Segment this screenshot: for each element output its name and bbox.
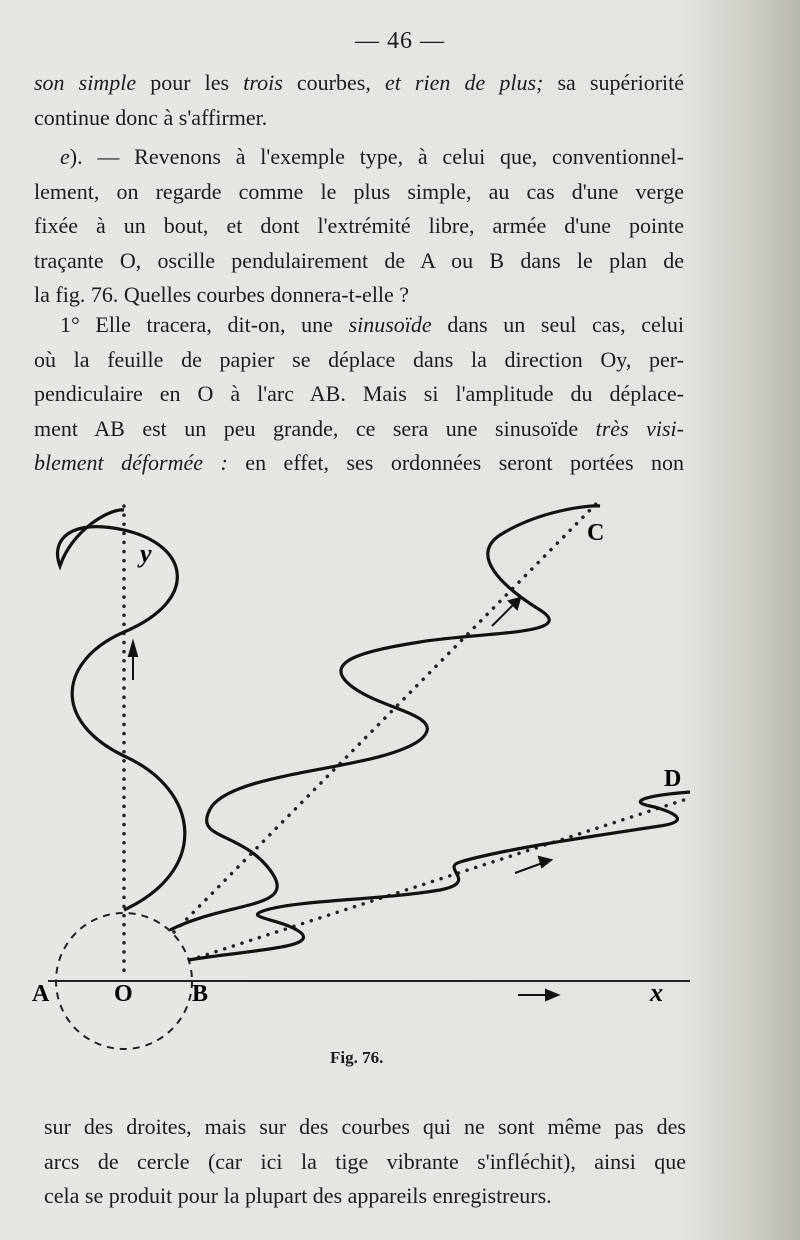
page-number: — 46 — <box>355 28 445 54</box>
text-segment: arcs de cercle (car ici la tige vibrante s'infléchit), ainsi que <box>44 1148 686 1174</box>
dotted-line-to-c <box>174 504 596 932</box>
label-y: y <box>140 539 152 568</box>
italic-segment: trois <box>243 70 283 95</box>
italic-segment: e <box>60 144 70 169</box>
text-segment: fixée à un bout, et dont l'extrémité libre, armée d'une pointe <box>34 213 684 238</box>
italic-segment: blement déformée : <box>34 450 228 475</box>
text-line <box>34 209 684 244</box>
italic-segment: et rien de plus; <box>384 70 544 95</box>
text-line <box>34 412 684 447</box>
dotted-line-to-d <box>190 798 690 960</box>
text-segment: lement, on regarde comme le plus simple, au cas d'une verge <box>34 178 684 204</box>
label-o: O <box>114 981 133 1007</box>
text-segment: cela se produit pour la plupart des appareils enregistreurs. <box>44 1183 552 1208</box>
text-line <box>34 308 684 343</box>
text-line <box>44 1179 686 1214</box>
text-segment: pendiculaire en O à l'arc AB. Mais si l'amplitude du déplace- <box>34 381 684 406</box>
text-segment: ). — Revenons à l'exemple type, à celui que, conventionnel- <box>69 144 684 169</box>
text-line <box>34 377 684 412</box>
text-line <box>34 343 684 378</box>
figure-caption: Fig. 76. <box>330 1048 384 1067</box>
text-line <box>34 140 684 175</box>
bottom-paragraph <box>44 1110 686 1214</box>
sinusoid-to-d <box>188 792 690 960</box>
text-segment: continue donc à s'affirmer. <box>34 104 268 130</box>
label-d: D <box>664 766 682 792</box>
top-paragraph <box>34 66 684 135</box>
text-line <box>44 1145 686 1180</box>
text-line <box>34 66 684 101</box>
text-segment: où la feuille de papier se déplace dans la direction Oy, per- <box>34 346 684 372</box>
italic-segment: très visi- <box>595 415 684 441</box>
paragraph-1 <box>34 308 684 481</box>
text-segment: pour les <box>136 70 244 95</box>
text-segment: la fig. 76. Quelles courbes donnera-t-elle ? <box>34 282 410 307</box>
text-segment: sur des droites, mais sur des courbes qui ne sont même pas des <box>44 1114 686 1139</box>
arrow-x-head <box>546 990 558 1000</box>
figure-76 <box>0 470 800 1090</box>
text-line <box>34 101 684 136</box>
label-b: B <box>192 981 209 1007</box>
text-segment: en effet, ses ordonnées seront portées non <box>227 450 684 475</box>
label-x: x <box>650 978 663 1007</box>
text-segment: traçante O, oscille pendulairement de A ou B dans le plan de <box>34 247 684 273</box>
text-segment: courbes, <box>282 70 385 95</box>
paragraph-e <box>34 140 684 313</box>
arrow-d-head <box>539 857 551 867</box>
text-segment: ment AB est un peu grande, ce sera une sinusoïde <box>34 415 596 441</box>
text-line <box>44 1110 686 1145</box>
text-segment: dans un seul cas, celui <box>431 312 684 337</box>
text-segment: sa supériorité <box>543 70 685 95</box>
text-line <box>34 244 684 279</box>
label-a: A <box>32 981 50 1007</box>
italic-segment: sinusoïde <box>348 312 432 337</box>
figure-76-drawing <box>0 470 800 1090</box>
text-segment: 1° Elle tracera, dit-on, une <box>60 312 349 337</box>
label-c: C <box>587 520 605 546</box>
arrows <box>129 598 558 1000</box>
text-line <box>34 175 684 210</box>
sinusoid-y <box>58 510 185 910</box>
italic-segment: son simple <box>34 70 137 95</box>
arrow-up-head <box>129 642 137 656</box>
